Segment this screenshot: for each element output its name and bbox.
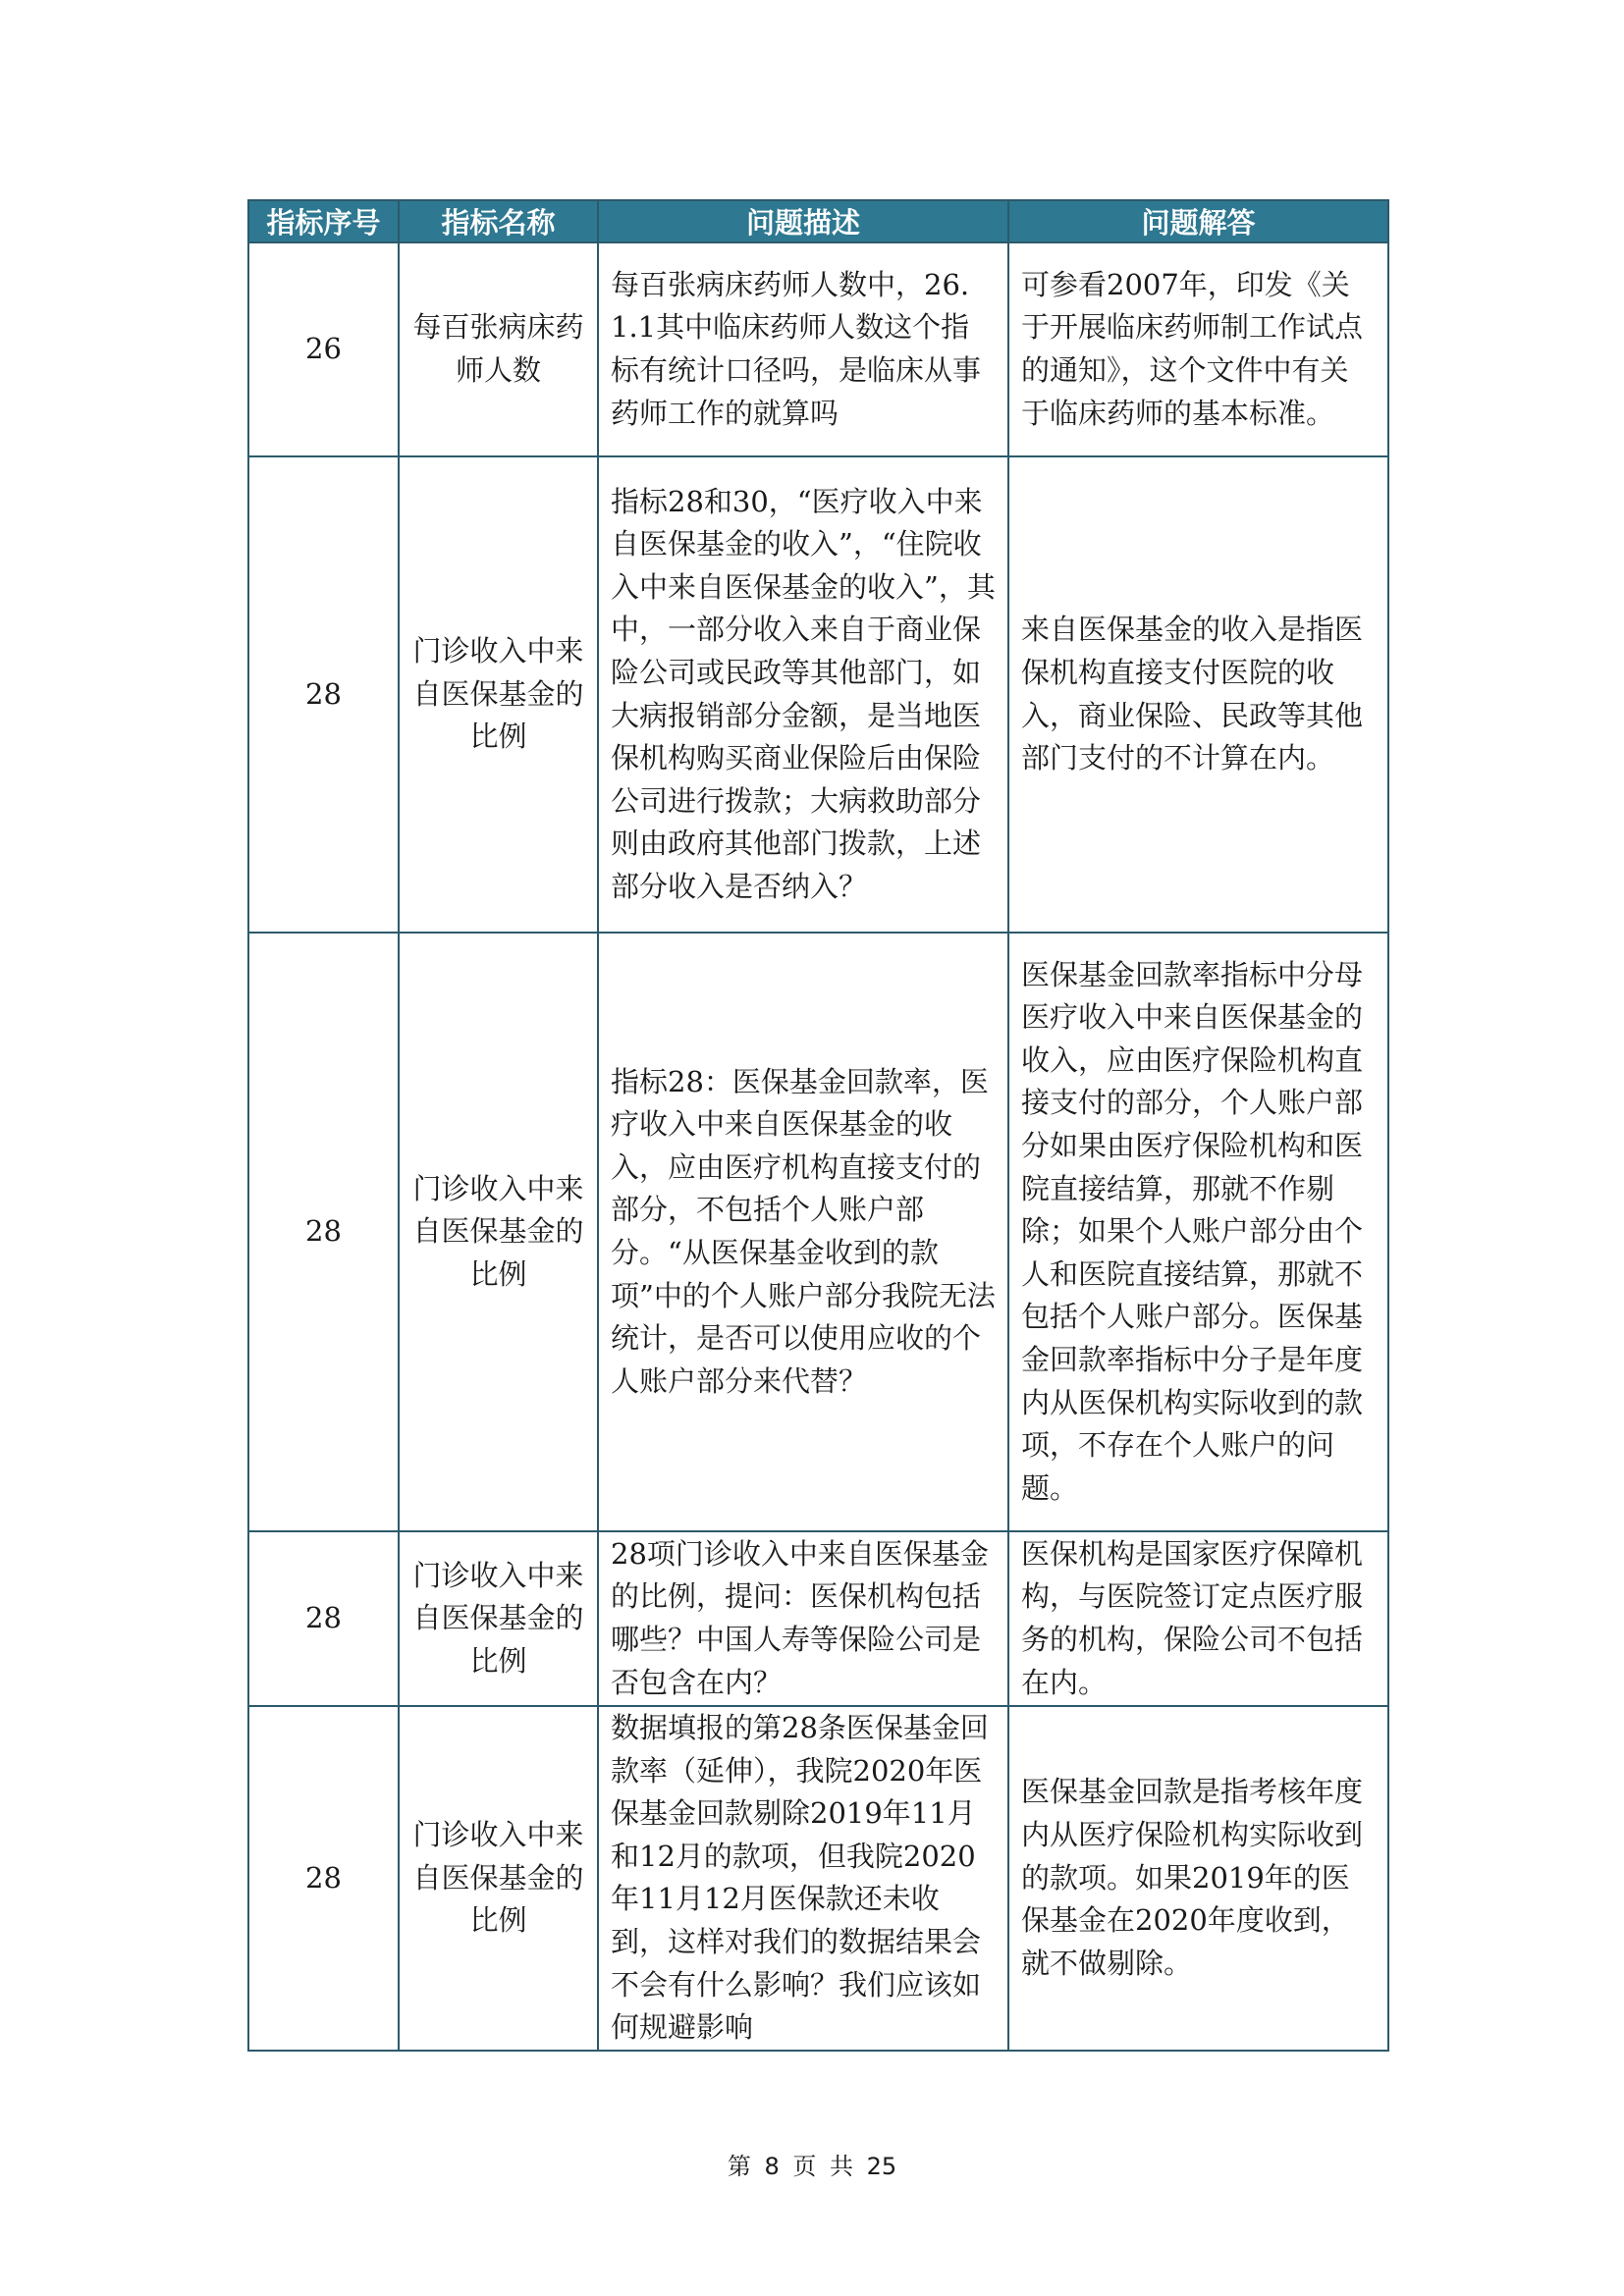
header-answer: 问题解答	[1008, 200, 1388, 242]
table-row	[248, 933, 1388, 1531]
row-question: 数据填报的第28条医保基金回款率（延伸），我院2020年医保基金回款剔除2019年11月和12月的款项，但我院2020年11月12月医保款还未收到，这样对我们的数据结果会不会有什么影响？我们应该如何规避影响	[598, 1706, 1008, 2051]
row-index: 28	[248, 456, 399, 933]
row-answer: 医保基金回款是指考核年度内从医疗保险机构实际收到的款项。如果2019年的医保基金在2020年度收到，就不做剔除。	[1008, 1706, 1388, 2051]
row-index: 28	[248, 1706, 399, 2051]
faq-table	[247, 199, 1389, 2052]
table-header-row	[248, 200, 1388, 242]
row-answer: 医保基金回款率指标中分母医疗收入中来自医保基金的收入，应由医疗保险机构直接支付的部分，个人账户部分如果由医疗保险机构和医院直接结算，那就不作剔除；如果个人账户部分由个人和医院直接结算，那就不包括个人账户部分。医保基金回款率指标中分子是年度内从医保机构实际收到的款项，不存在个人账户的问题。	[1008, 933, 1388, 1531]
row-answer: 来自医保基金的收入是指医保机构直接支付医院的收入，商业保险、民政等其他部门支付的不计算在内。	[1008, 456, 1388, 933]
row-indicator-name: 门诊收入中来自医保基金的比例	[399, 456, 598, 933]
row-answer: 医保机构是国家医疗保障机构，与医院签订定点医疗服务的机构，保险公司不包括在内。	[1008, 1531, 1388, 1706]
row-question: 每百张病床药师人数中，26.1.1其中临床药师人数这个指标有统计口径吗，是临床从事药师工作的就算吗	[598, 242, 1008, 456]
row-index: 28	[248, 1531, 399, 1706]
row-index: 26	[248, 242, 399, 456]
row-indicator-name: 每百张病床药师人数	[399, 242, 598, 456]
table-row	[248, 1531, 1388, 1706]
row-question: 指标28和30，“医疗收入中来自医保基金的收入”，“住院收入中来自医保基金的收入”，其中，一部分收入来自于商业保险公司或民政等其他部门，如大病报销部分金额，是当地医保机构购买商业保险后由保险公司进行拨款；大病救助部分则由政府其他部门拨款，上述部分收入是否纳入？	[598, 456, 1008, 933]
header-name: 指标名称	[399, 200, 598, 242]
header-index: 指标序号	[248, 200, 399, 242]
row-index: 28	[248, 933, 399, 1531]
table-row	[248, 456, 1388, 933]
row-indicator-name: 门诊收入中来自医保基金的比例	[399, 1531, 598, 1706]
row-answer: 可参看2007年，印发《关于开展临床药师制工作试点的通知》，这个文件中有关于临床药师的基本标准。	[1008, 242, 1388, 456]
table-row	[248, 242, 1388, 456]
row-question: 指标28：医保基金回款率，医疗收入中来自医保基金的收入，应由医疗机构直接支付的部分，不包括个人账户部分。“从医保基金收到的款项”中的个人账户部分我院无法统计，是否可以使用应收的个人账户部分来代替？	[598, 933, 1008, 1531]
row-indicator-name: 门诊收入中来自医保基金的比例	[399, 1706, 598, 2051]
row-question: 28项门诊收入中来自医保基金的比例，提问：医保机构包括哪些？中国人寿等保险公司是否包含在内？	[598, 1531, 1008, 1706]
table-row	[248, 1706, 1388, 2051]
row-indicator-name: 门诊收入中来自医保基金的比例	[399, 933, 598, 1531]
header-question: 问题描述	[598, 200, 1008, 242]
page-number-footer: 第 8 页 共 25	[727, 2153, 897, 2180]
